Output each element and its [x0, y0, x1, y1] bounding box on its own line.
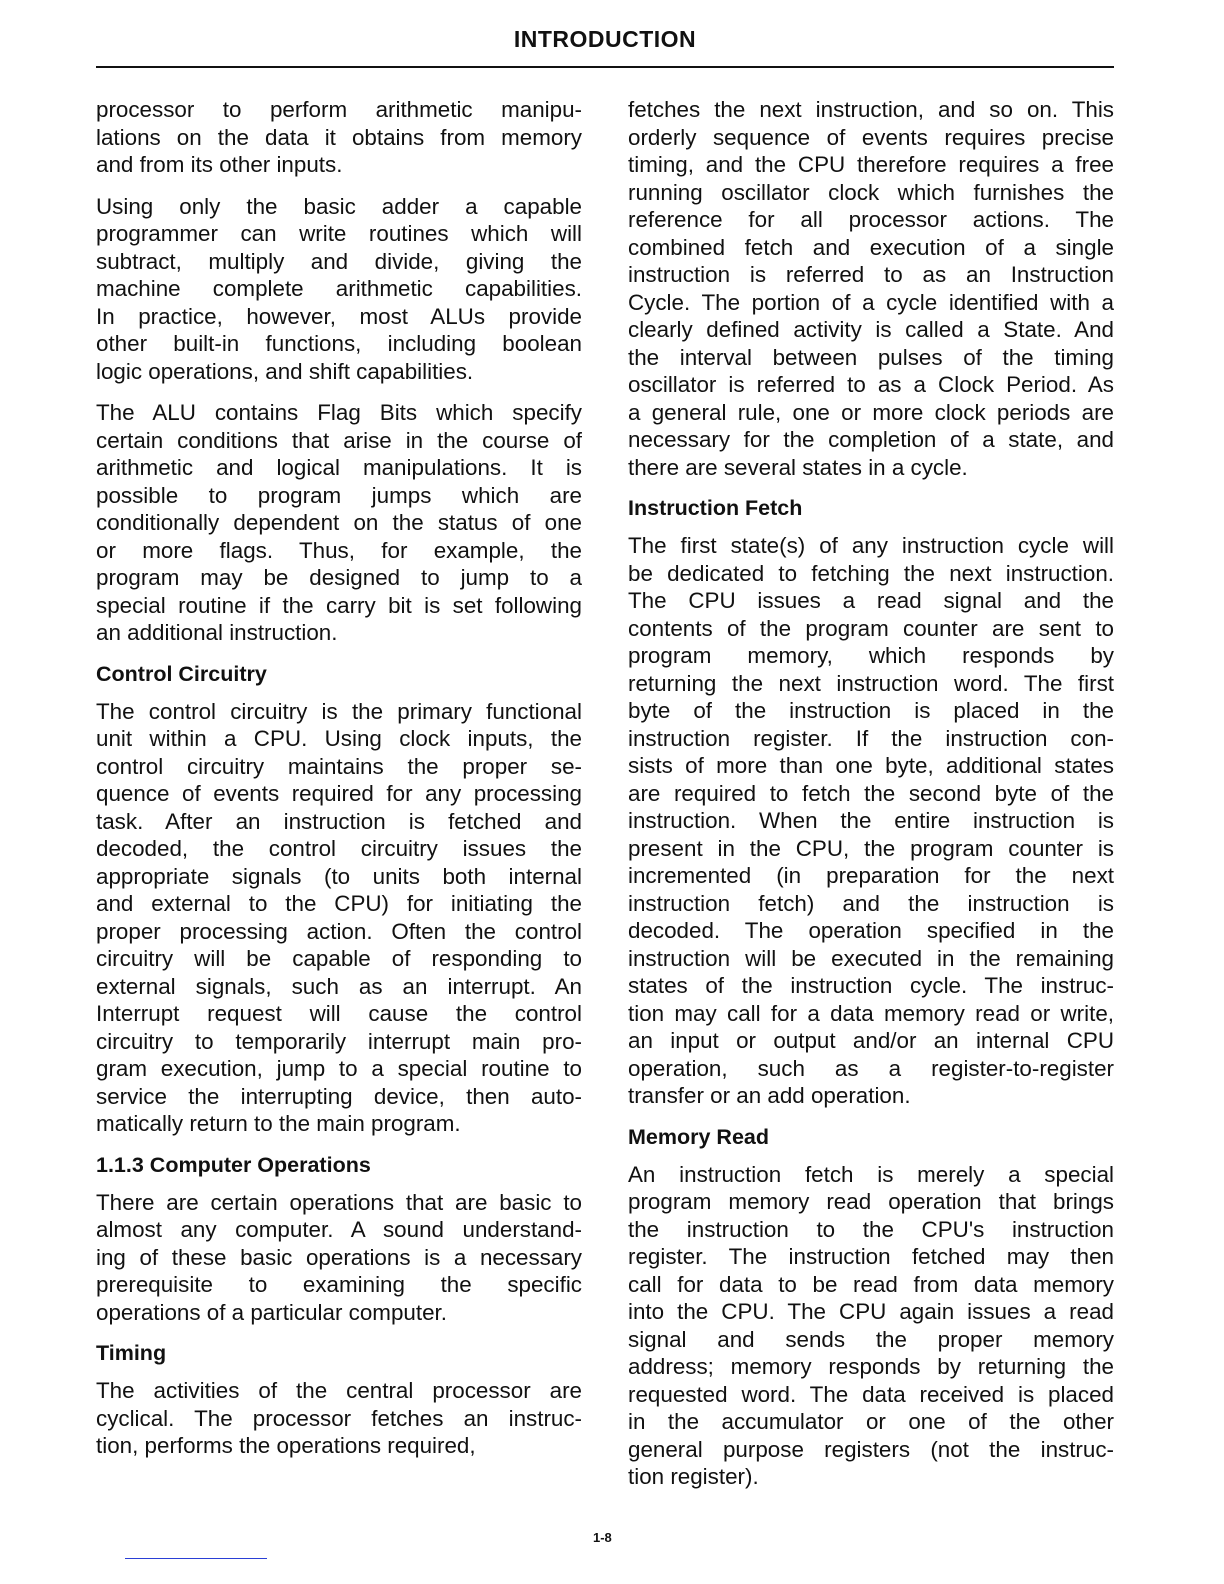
text-line: a general rule, one or more clock periods are	[628, 399, 1114, 425]
text-line: necessary for the completion of a state, and	[628, 427, 1114, 452]
text-line: There are certain operations that are basic to	[96, 1189, 582, 1215]
text-line: program memory, which responds by	[628, 643, 1114, 668]
footnote-rule	[125, 1558, 267, 1559]
text-line: matically return to the main program.	[96, 1111, 461, 1136]
text-line: decoded, the control circuitry issues the	[96, 836, 582, 861]
text-line: and from its other inputs.	[96, 152, 343, 177]
text-line: incremented (in preparation for the next	[628, 863, 1114, 888]
text-line: returning the next instruction word. The first	[628, 670, 1114, 696]
text-line: The ALU contains Flag Bits which specify	[96, 400, 582, 425]
text-line: clearly defined activity is called a State. And	[628, 317, 1114, 342]
text-line: and external to the CPU) for initiating the	[96, 891, 582, 916]
text-line: register. The instruction fetched may then	[628, 1244, 1114, 1269]
text-line: circuitry to temporarily interrupt main pro-	[96, 1028, 582, 1054]
text-line: reference for all processor actions. The	[628, 207, 1114, 232]
text-line: instruction fetch) and the instruction is	[628, 890, 1114, 916]
section-heading: Timing	[96, 1341, 167, 1365]
text-line: almost any computer. A sound understand-	[96, 1217, 582, 1242]
text-line: instruction. When the entire instruction is	[628, 808, 1114, 833]
text-line: possible to program jumps which are	[96, 482, 582, 508]
text-line: fetches the next instruction, and so on. This	[628, 97, 1114, 122]
text-line: control circuitry maintains the proper se-	[96, 753, 582, 779]
text-line: Interrupt request will cause the control	[96, 1001, 582, 1026]
text-line: processor to perform arithmetic manipu-	[96, 97, 582, 122]
text-line: address; memory responds by returning the	[628, 1354, 1114, 1379]
text-line: program may be designed to jump to a	[96, 565, 582, 590]
text-line: special routine if the carry bit is set following	[96, 592, 582, 618]
text-line: programmer can write routines which will	[96, 221, 582, 246]
text-line: arithmetic and logical manipulations. It is	[96, 455, 582, 480]
text-line: machine complete arithmetic capabilities.	[96, 276, 582, 301]
text-line: contents of the program counter are sent to	[628, 615, 1114, 641]
text-line: operations of a particular computer.	[96, 1299, 447, 1325]
text-line: requested word. The data received is placed	[628, 1381, 1114, 1407]
text-line: An instruction fetch is merely a special	[628, 1161, 1114, 1187]
text-line: The CPU issues a read signal and the	[628, 588, 1114, 613]
text-line: call for data to be read from data memory	[628, 1271, 1114, 1297]
text-line: conditionally dependent on the status of one	[96, 510, 582, 535]
text-line: program memory read operation that brings	[628, 1189, 1114, 1214]
text-line: operation, such as a register-to-register	[628, 1055, 1114, 1081]
text-line: tion register).	[628, 1464, 759, 1489]
text-line: external signals, such as an interrupt. An	[96, 973, 582, 999]
text-line: instruction is referred to as an Instruction	[628, 262, 1114, 287]
text-line: or more flags. Thus, for example, the	[96, 537, 582, 563]
text-line: timing, and the CPU therefore requires a free	[628, 152, 1114, 177]
text-line: tion, performs the operations required,	[96, 1433, 476, 1458]
paragraph	[96, 399, 582, 647]
paragraph	[628, 96, 1114, 481]
header-rule	[96, 66, 1114, 68]
text-line: the instruction to the CPU's instruction	[628, 1216, 1114, 1242]
text-line: orderly sequence of events requires precise	[628, 124, 1114, 150]
text-line: The first state(s) of any instruction cycle will	[628, 533, 1114, 558]
text-line: into the CPU. The CPU again issues a read	[628, 1299, 1114, 1324]
paragraph	[96, 96, 582, 179]
section-heading: 1.1.3 Computer Operations	[96, 1152, 371, 1177]
paragraph	[628, 1161, 1114, 1491]
text-line: appropriate signals (to units both internal	[96, 863, 582, 889]
page-header-title: INTRODUCTION	[513, 26, 697, 52]
text-line: prerequisite to examining the specific	[96, 1272, 582, 1297]
text-line: The control circuitry is the primary functional	[96, 698, 582, 724]
text-line: an additional instruction.	[96, 620, 338, 645]
text-line: signal and sends the proper memory	[628, 1326, 1114, 1352]
text-line: are required to fetch the second byte of the	[628, 780, 1114, 806]
paragraph	[96, 698, 582, 1138]
text-line: ing of these basic operations is a necessary	[96, 1244, 582, 1270]
text-line: combined fetch and execution of a single	[628, 234, 1114, 260]
text-line: sists of more than one byte, additional states	[628, 753, 1114, 778]
text-line: oscillator is referred to as a Clock Period. As	[628, 372, 1114, 397]
text-line: Cycle. The portion of a cycle identified with a	[628, 289, 1114, 315]
text-line: task. After an instruction is fetched and	[96, 808, 582, 834]
text-line: Using only the basic adder a capable	[96, 193, 582, 219]
text-line: other built-in functions, including boolean	[96, 331, 582, 356]
right-column	[628, 96, 1114, 1505]
section-heading: Instruction Fetch	[628, 496, 803, 520]
paragraph	[96, 1189, 582, 1327]
text-line: service the interrupting device, then auto-	[96, 1083, 582, 1109]
text-line: The activities of the central processor are	[96, 1378, 582, 1403]
text-line: subtract, multiply and divide, giving the	[96, 248, 582, 274]
paragraph	[628, 532, 1114, 1110]
text-line: certain conditions that arise in the course of	[96, 427, 582, 453]
text-line: in the accumulator or one of the other	[628, 1409, 1114, 1434]
text-line: logic operations, and shift capabilities.	[96, 358, 474, 384]
text-line: byte of the instruction is placed in the	[628, 698, 1114, 723]
section-heading: Control Circuitry	[96, 661, 267, 686]
text-line: circuitry will be capable of responding to	[96, 946, 582, 971]
text-line: gram execution, jump to a special routine to	[96, 1056, 582, 1081]
text-line: transfer or an add operation.	[628, 1083, 911, 1108]
text-line: states of the instruction cycle. The instruc-	[628, 973, 1114, 998]
text-line: be dedicated to fetching the next instruction.	[628, 560, 1114, 586]
text-line: instruction will be executed in the remaining	[628, 945, 1114, 971]
text-line: there are several states in a cycle.	[628, 454, 968, 480]
text-line: tion may call for a data memory read or write,	[628, 1000, 1114, 1026]
text-line: quence of events required for any processing	[96, 781, 582, 806]
paragraph	[96, 1377, 582, 1460]
text-line: unit within a CPU. Using clock inputs, the	[96, 726, 582, 751]
text-line: lations on the data it obtains from memory	[96, 124, 582, 150]
text-line: In practice, however, most ALUs provide	[96, 303, 582, 329]
text-line: an input or output and/or an internal CPU	[628, 1028, 1114, 1053]
text-line: present in the CPU, the program counter is	[628, 835, 1114, 861]
text-line: running oscillator clock which furnishes the	[628, 179, 1114, 205]
text-line: instruction register. If the instruction con-	[628, 725, 1114, 751]
paragraph	[96, 193, 582, 386]
left-column	[96, 96, 582, 1474]
text-line: general purpose registers (not the instruc-	[628, 1436, 1114, 1462]
text-line: cyclical. The processor fetches an instruc-	[96, 1405, 582, 1431]
text-line: the interval between pulses of the timing	[628, 344, 1114, 370]
text-line: proper processing action. Often the control	[96, 918, 582, 944]
text-line: decoded. The operation specified in the	[628, 918, 1114, 943]
page-number: 1-8	[593, 1530, 612, 1545]
section-heading: Memory Read	[628, 1124, 769, 1149]
